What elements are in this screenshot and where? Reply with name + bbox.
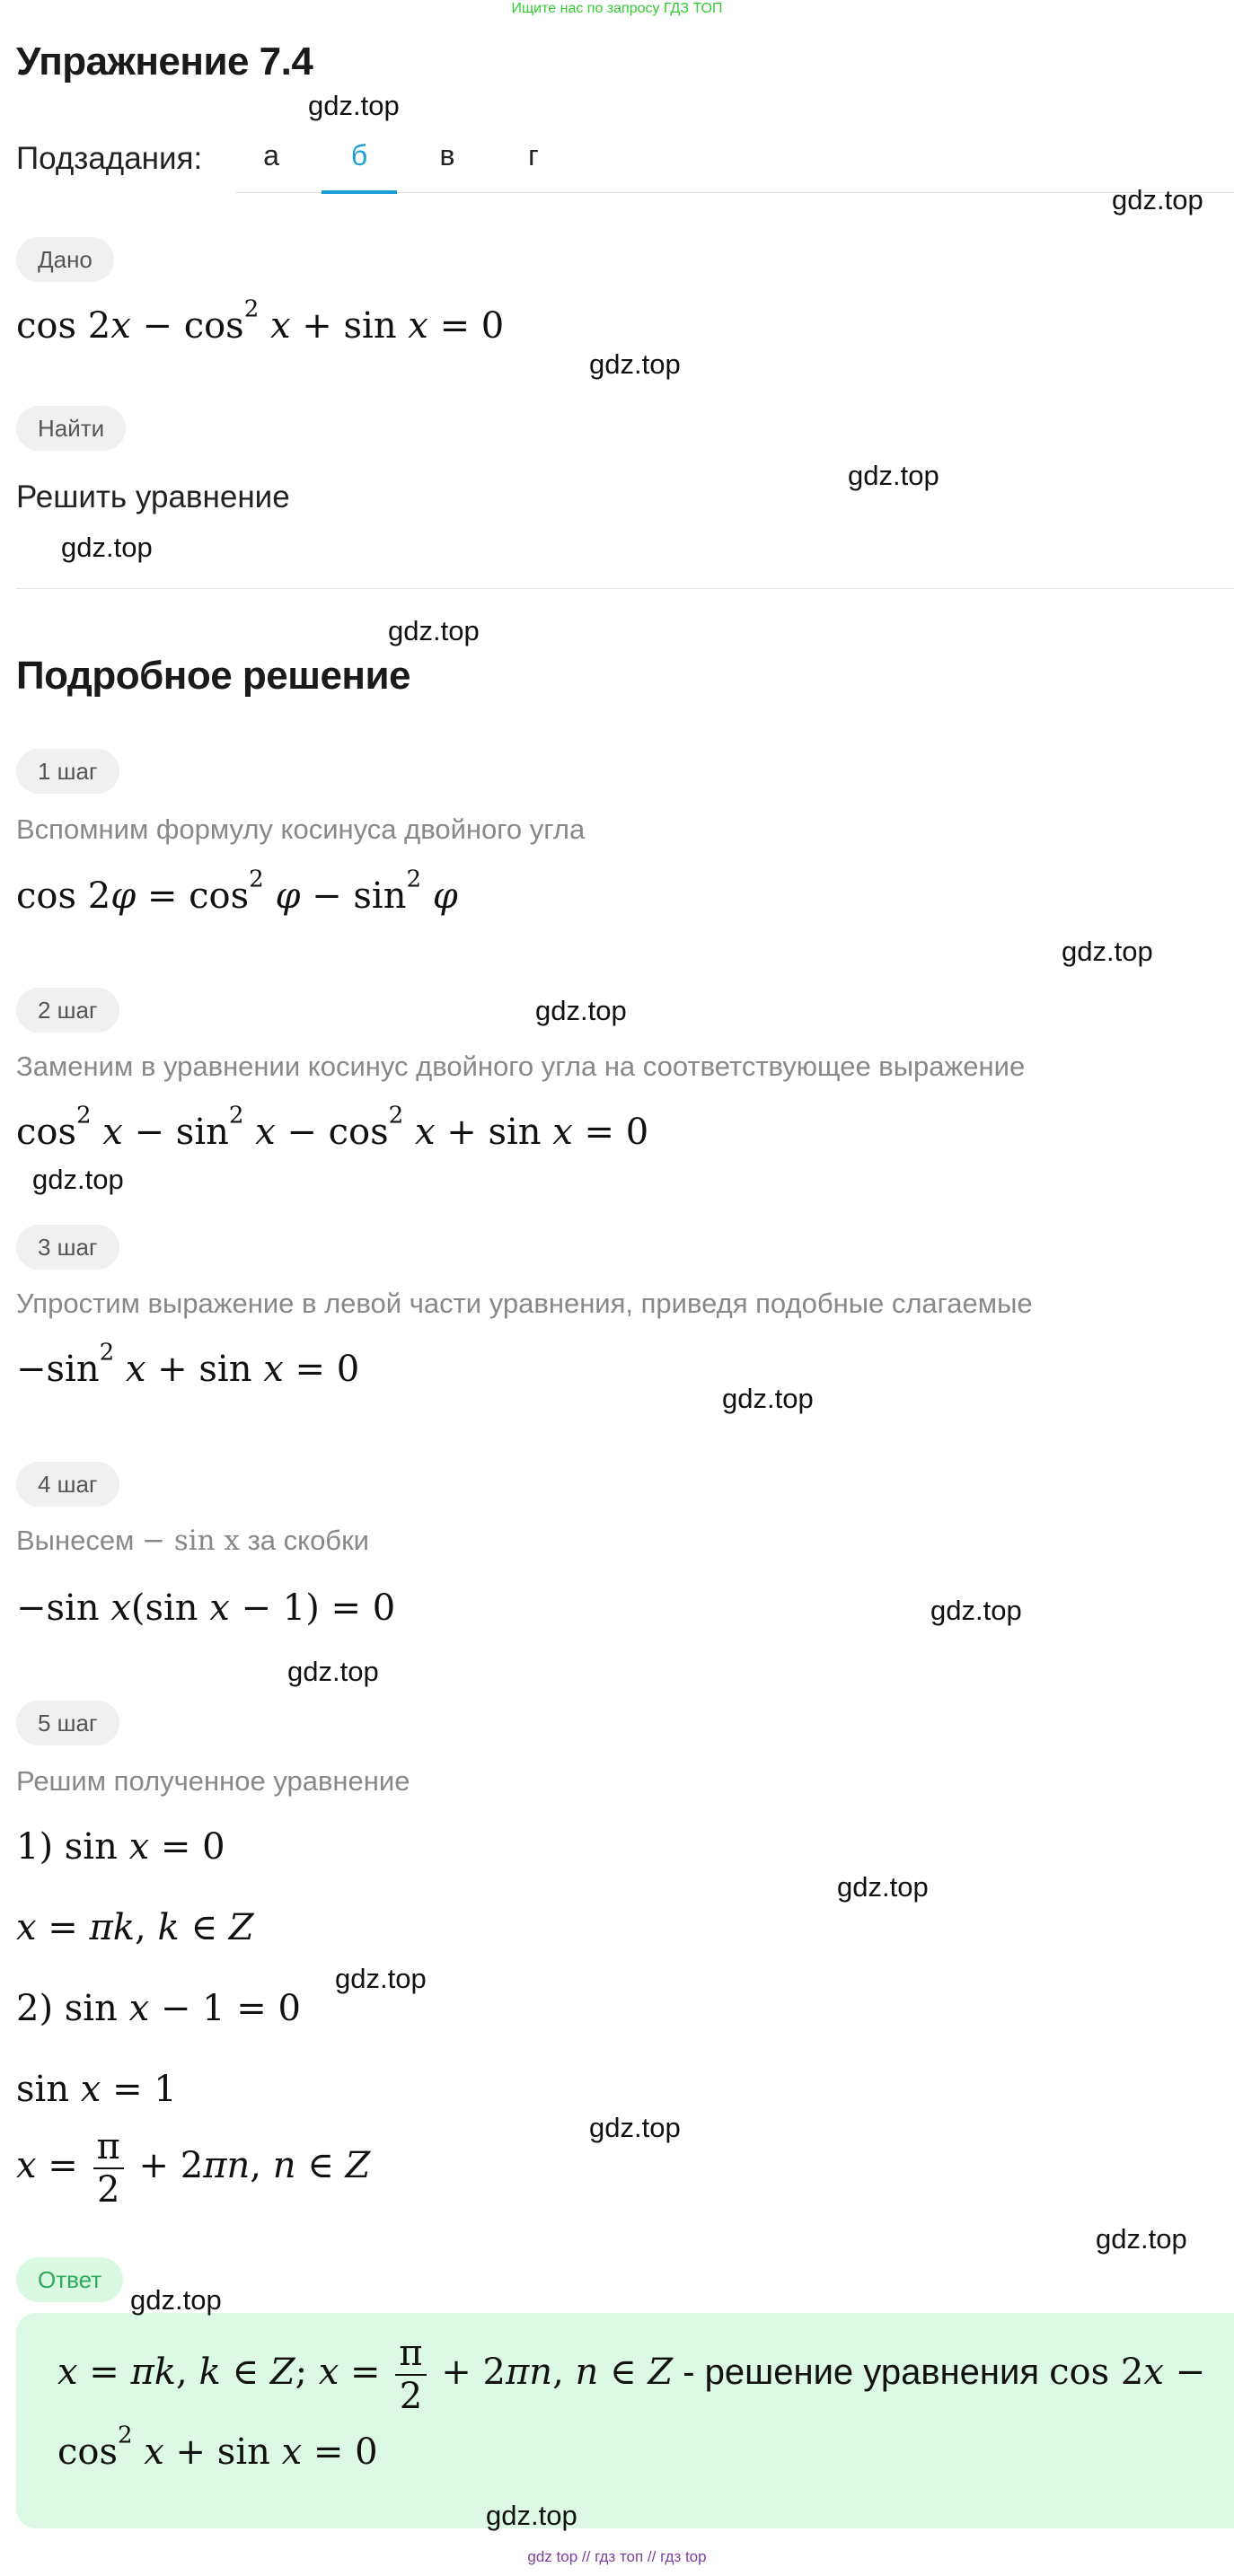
watermark: gdz.top [848,460,939,491]
footer-links[interactable]: gdz top // гдз топ // гдз top [527,2548,707,2565]
step-5-text: Решим полученное уравнение [16,1765,410,1797]
step-5-formula-5: x = $\frac{\pi}{2}$ + 2πn, n ∈ Z [16,2126,371,2211]
watermark: gdz.top [589,348,681,380]
step-4-text-before: Вынесем [16,1525,135,1556]
tab-g[interactable]: г [528,139,539,171]
watermark: gdz.top [589,2112,681,2143]
step-3-formula: $-\sin^2$ x + sin x = 0 [16,1339,360,1390]
step-5-formula-3: 2) sin x − 1 = 0 [16,1988,301,2029]
top-banner: Ищите нас по запросу ГДЗ ТОП [511,1,723,16]
step-4-badge: 4 шаг [16,1462,119,1507]
watermark: gdz.top [837,1871,929,1903]
watermark: gdz.top [1096,2223,1187,2255]
step-3-badge: 3 шаг [16,1225,119,1270]
fraction: $\frac{\pi}{2}$ [93,2126,124,2211]
step-4-text-after: за скобки [247,1525,369,1556]
section-divider [16,588,1234,589]
step-5-formula-4: sin x = 1 [16,2069,177,2110]
watermark: gdz.top [535,995,627,1026]
step-2-formula: $\cos^2 x - \sin^2 x - \cos^2 x + \sin x = 0$ [16,1102,649,1153]
step-5-formula-2: x = πk, k ∈ Z [16,1907,254,1948]
watermark: gdz.top [930,1595,1022,1626]
step-2-text: Заменим в уравнении косинус двойного угла на соответствующее выражение [16,1051,1026,1082]
watermark: gdz.top [308,90,400,121]
watermark: gdz.top [130,2284,222,2316]
page-title: Упражнение 7.4 [16,40,313,84]
answer-badge: Ответ [16,2257,123,2302]
step-5-badge: 5 шаг [16,1701,119,1745]
step-1-text: Вспомним формулу косинуса двойного угла [16,813,586,845]
given-badge: Дано [16,237,114,282]
step-4-text [16,1525,369,1557]
answer-fraction: $\frac{\pi}{2}$ [395,2333,426,2417]
watermark: gdz.top [1112,184,1203,215]
tab-a[interactable]: а [263,139,279,171]
watermark: gdz.top [335,1963,427,1994]
step-4-text-math: − sin x [142,1525,240,1557]
tab-v[interactable]: в [439,139,455,171]
given-equation: $\cos 2x - \cos^2 x + \sin x = 0$ [16,295,505,347]
find-badge: Найти [16,406,126,451]
step-1-formula: $\cos 2\varphi = \cos^2 \varphi - \sin^2 \varphi$ [16,866,458,917]
watermark: gdz.top [1062,936,1153,967]
watermark: gdz.top [722,1383,814,1414]
watermark: gdz.top [61,532,153,563]
watermark: gdz.top [486,2500,577,2531]
subtasks-label: Подзадания: [16,141,203,176]
watermark: gdz.top [388,615,480,646]
watermark: gdz.top [287,1656,379,1687]
step-3-text: Упростим выражение в левой части уравнения, приведя подобные слагаемые [16,1288,1033,1319]
solution-title: Подробное решение [16,654,411,698]
answer-text: x = πk, k ∈ Z; x = $\frac{\pi}{2}$ + 2πn, n ∈ Z - решение уравнения cos 2x − $\cos^2 x + \sin x = 0$ [57,2333,1206,2473]
active-tab-indicator [322,190,397,194]
find-text: Решить уравнение [16,479,290,514]
step-2-badge: 2 шаг [16,988,119,1033]
step-5-formula-1: 1) sin x = 0 [16,1826,225,1868]
answer-text-part: - решение уравнения [683,2352,1040,2392]
step-1-badge: 1 шаг [16,749,119,794]
tab-b[interactable]: б [350,139,368,171]
step-4-formula: −sin x(sin x − 1) = 0 [16,1587,396,1629]
watermark: gdz.top [32,1164,124,1195]
